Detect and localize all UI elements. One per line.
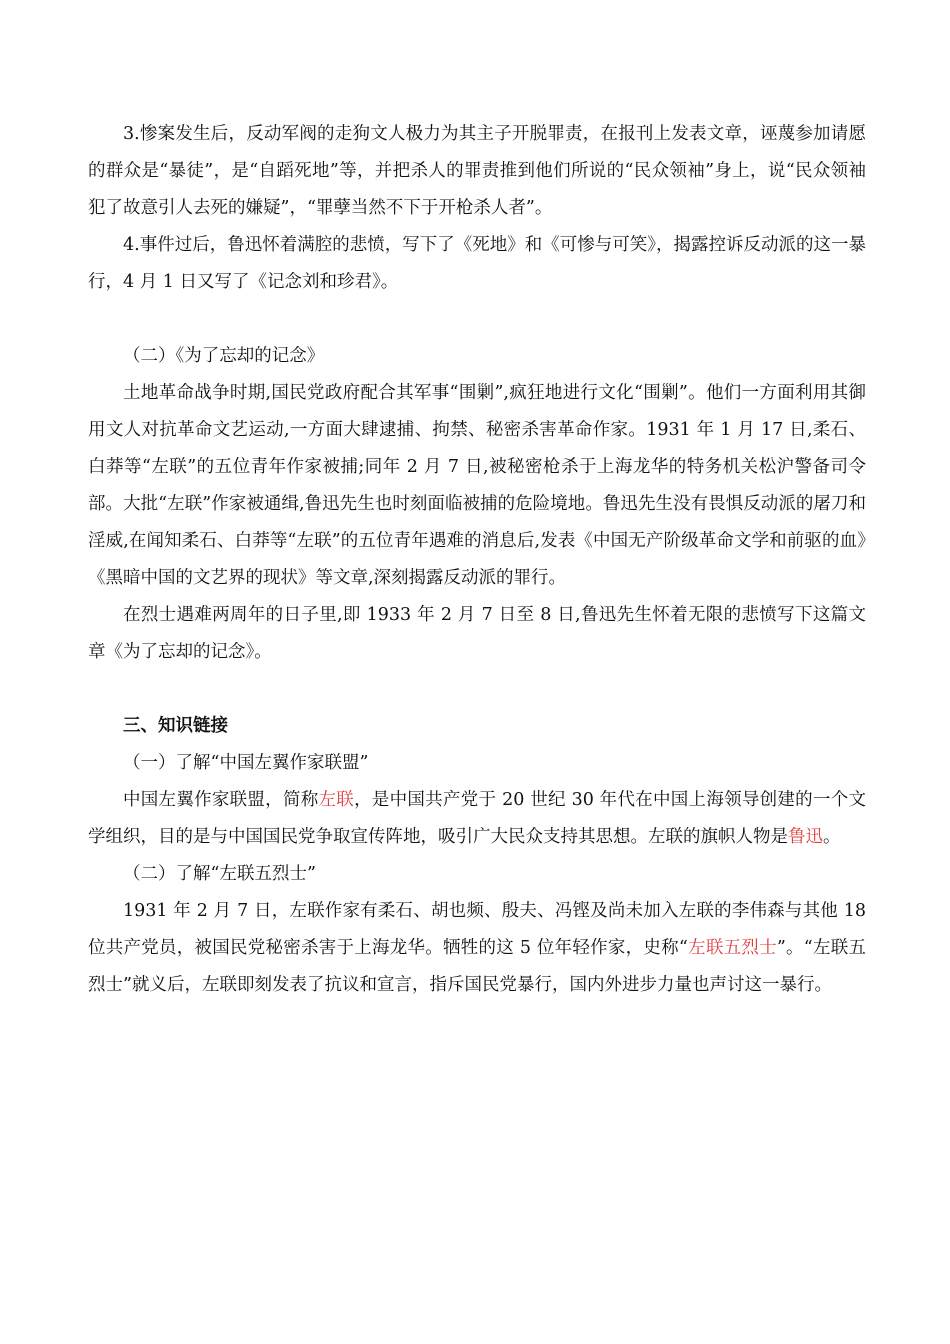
section-heading-knowledge-link: 三、知识链接	[123, 716, 228, 736]
subsection-title-five-martyrs: （二）了解“左联五烈士”	[123, 864, 316, 884]
spacer	[88, 671, 866, 708]
spacer	[88, 301, 866, 338]
paragraph-five-martyrs	[88, 893, 866, 1004]
highlight-term-five-martyrs: 左联五烈士	[687, 938, 777, 958]
highlight-term-zuolian: 左联	[318, 790, 355, 810]
document-page	[88, 116, 866, 1004]
text-segment: 1931 年 2 月 7 日，左联作家有柔石、胡也频、殷夫、冯铿及尚未加入左联的李伟森与其他 18 位共产党员，被国民党秘密杀害于上海龙华。牺牲的这 5 位年轻作家，史称“	[88, 901, 866, 958]
paragraph-background: 土地革命战争时期,国民党政府配合其军事“围剿”,疯狂地进行文化“围剿”。他们一方面利用其御用文人对抗革命文艺运动,一方面大肆逮捕、拘禁、秘密杀害革命作家。1931 年 1 月 17 日,柔石、白莽等“左联”的五位青年作家被捕;同年 2 月 7 日,被秘密枪杀于上海龙华的特务机关松沪警备司令部。大批“左联”作家被通缉,鲁迅先生也时刻面临被捕的危险境地。鲁迅先生没有畏惧反动派的屠刀和淫威,在闻知柔石、白莽等“左联”的五位青年遇难的消息后,发表《中国无产阶级革命文学和前驱的血》《黑暗中国的文艺界的现状》等文章,深刻揭露反动派的罪行。	[88, 383, 866, 588]
subsection-title-league: （一）了解“中国左翼作家联盟”	[123, 753, 369, 773]
text-segment: 。	[823, 827, 841, 847]
text-segment: ，是中国共产党于 20 世纪 30 年代在中国上海领导创建的一个文学组织，目的是与中国国民党争取宣传阵地，吸引广大民众支持其思想。左联的旗帜人物是	[88, 790, 866, 847]
highlight-term-luxun: 鲁迅	[788, 827, 823, 847]
text-segment: 中国左翼作家联盟，简称	[123, 790, 319, 810]
paragraph-league	[88, 782, 866, 856]
text-segment: ”。“左联五烈士”就义后，左联即刻发表了抗议和宣言，指斥国民党暴行，国内外进步力量也声讨这一暴行。	[88, 938, 867, 995]
paragraph-item-3: 3.惨案发生后，反动军阀的走狗文人极力为其主子开脱罪责，在报刊上发表文章，诬蔑参加请愿的群众是“暴徒”，是“自蹈死地”等，并把杀人的罪责推到他们所说的“民众领袖”身上，说“民众领袖犯了故意引人去死的嫌疑”，“罪孽当然不下于开枪杀人者”。	[88, 124, 866, 218]
paragraph-item-4: 4.事件过后，鲁迅怀着满腔的悲愤，写下了《死地》和《可惨与可笑》，揭露控诉反动派的这一暴行，4 月 1 日又写了《记念刘和珍君》。	[88, 235, 866, 292]
subsection-title-forgetting: （二）《为了忘却的记念》	[123, 346, 325, 366]
paragraph-writing-date: 在烈士遇难两周年的日子里,即 1933 年 2 月 7 日至 8 日,鲁迅先生怀着无限的悲愤写下这篇文章《为了忘却的记念》。	[88, 605, 866, 662]
